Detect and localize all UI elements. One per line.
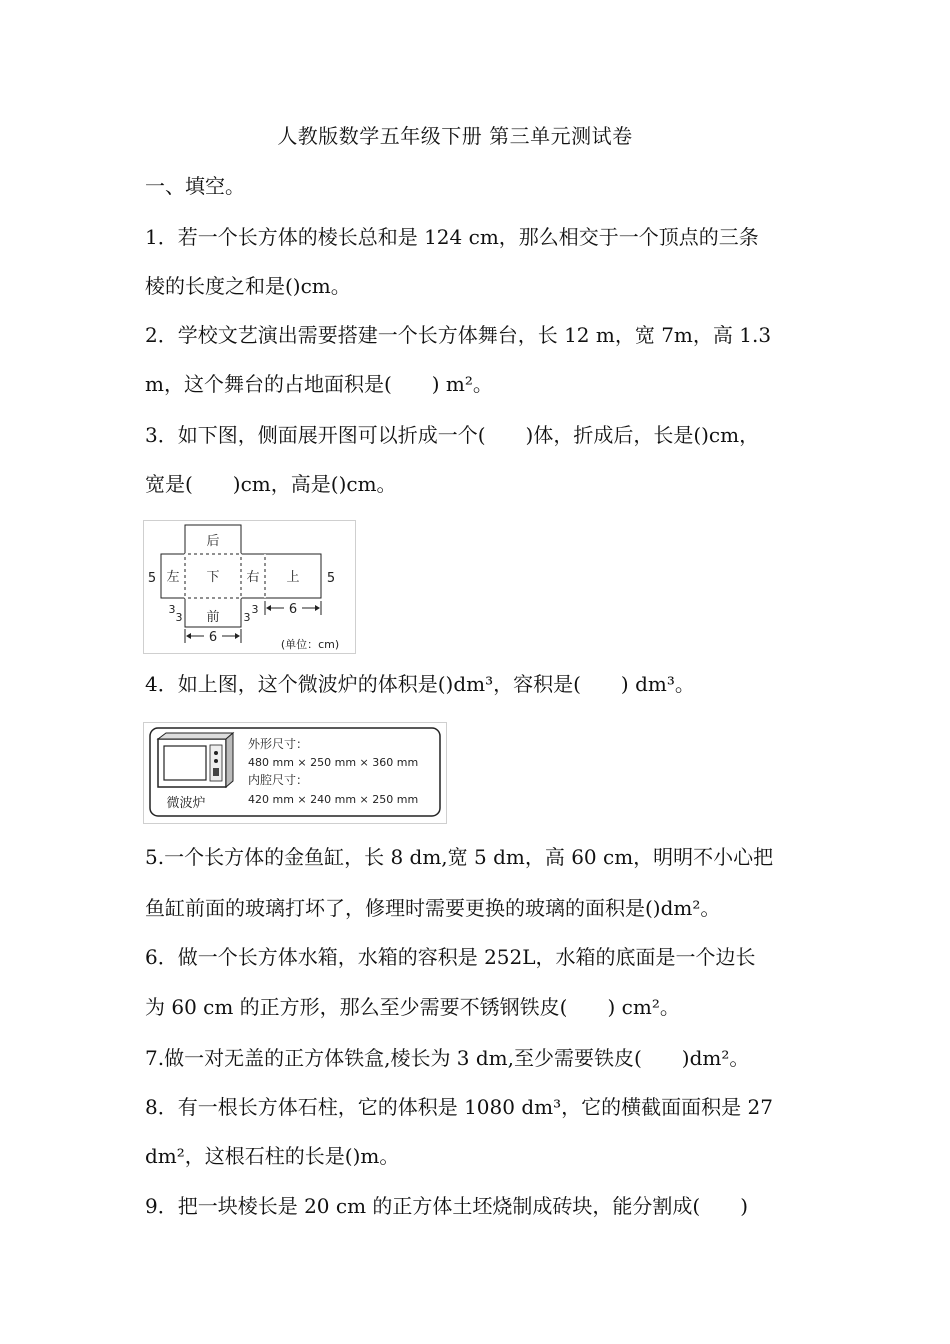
question-line: 7.做一对无盖的正方体铁盒,棱长为 3 dm,至少需要铁皮( )dm²。: [145, 1046, 750, 1070]
net-label-bottom: 下: [206, 570, 220, 585]
question-line: 6．做一个长方体水箱，水箱的容积是 252L，水箱的底面是一个边长: [145, 945, 756, 969]
net-dim-bottom-length: 6: [208, 630, 218, 645]
net-label-front: 前: [206, 610, 220, 625]
section-heading: 一、填空。: [145, 174, 245, 198]
inner-size-label: 内腔尺寸：: [248, 773, 309, 787]
net-label-right: 右: [246, 570, 260, 585]
page-title: 人教版数学五年级下册 第三单元测试卷: [277, 124, 633, 148]
net-dim-top-length: 6: [288, 602, 298, 617]
question-line: m，这个舞台的占地面积是( ) m²。: [145, 372, 493, 396]
net-label-left: 左: [166, 570, 180, 585]
microwave-caption: 微波炉: [166, 796, 206, 811]
question-line: 9．把一块棱长是 20 cm 的正方体土坯烧制成砖块，能分割成( ): [145, 1194, 749, 1218]
net-dim-left: 5: [147, 571, 157, 586]
question-line: 棱的长度之和是()cm。: [145, 274, 351, 298]
outer-size-label: 外形尺寸：: [248, 737, 309, 751]
net-dim-right: 5: [326, 571, 336, 586]
outer-size-value: 480 mm × 250 mm × 360 mm: [248, 756, 419, 769]
net-dim-3: 3: [243, 611, 251, 624]
question-line: 8．有一根长方体石柱，它的体积是 1080 dm³，它的横截面面积是 27: [145, 1095, 773, 1119]
inner-size-value: 420 mm × 240 mm × 250 mm: [248, 793, 419, 806]
question-line: 4．如上图，这个微波炉的体积是()dm³，容积是( ) dm³。: [145, 672, 695, 696]
box-net-figure: [143, 520, 356, 654]
question-line: 鱼缸前面的玻璃打坏了，修理时需要更换的玻璃的面积是()dm²。: [145, 896, 721, 920]
net-label-top: 上: [286, 570, 300, 585]
net-dim-3: 3: [251, 603, 259, 616]
question-line: 3．如下图，侧面展开图可以折成一个( )体，折成后，长是()cm，: [145, 423, 760, 447]
question-line: 5.一个长方体的金鱼缸，长 8 dm,宽 5 dm，高 60 cm，明明不小心把: [145, 845, 774, 869]
question-line: 1．若一个长方体的棱长总和是 124 cm，那么相交于一个顶点的三条: [145, 225, 759, 249]
net-dim-3: 3: [175, 611, 183, 624]
question-line: dm²，这根石柱的长是()m。: [145, 1144, 400, 1168]
microwave-figure: [143, 722, 447, 824]
net-unit-label: (单位：cm): [280, 638, 340, 651]
net-label-back: 后: [206, 534, 220, 549]
net-dim-3: 3: [168, 603, 176, 616]
question-line: 2．学校文艺演出需要搭建一个长方体舞台，长 12 m，宽 7m，高 1.3: [145, 323, 772, 347]
microwave-icon: [158, 733, 233, 787]
question-line: 为 60 cm 的正方形，那么至少需要不锈钢铁皮( ) cm²。: [145, 995, 680, 1019]
question-line: 宽是( )cm，高是()cm。: [145, 472, 397, 496]
